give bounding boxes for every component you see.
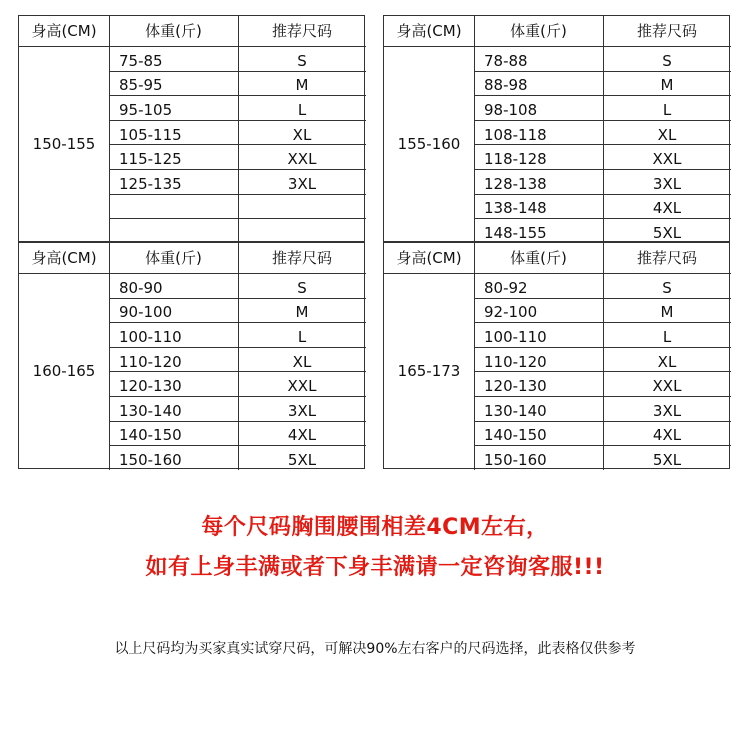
height-range: 160-165	[32, 361, 96, 380]
weight-range: 92-100	[484, 303, 538, 322]
weight-range: 75-85	[119, 51, 163, 70]
recommended-size: M	[660, 76, 674, 95]
weight-range: 90-100	[119, 303, 173, 322]
weight-range: 130-140	[484, 401, 547, 420]
column-divider	[474, 16, 475, 243]
column-divider	[109, 243, 110, 470]
recommended-size: XXL	[287, 377, 317, 396]
header-weight: 体重(斤)	[510, 21, 567, 40]
weight-range: 98-108	[484, 100, 538, 119]
recommended-size: M	[295, 76, 309, 95]
header-height: 身高(CM)	[396, 248, 462, 267]
header-size: 推荐尺码	[271, 21, 332, 40]
weight-range: 128-138	[484, 174, 547, 193]
recommended-size: 4XL	[287, 426, 317, 445]
recommended-size: S	[662, 278, 672, 297]
weight-range: 125-135	[119, 174, 182, 193]
recommended-size: XXL	[652, 150, 682, 169]
header-height: 身高(CM)	[31, 21, 97, 40]
header-size: 推荐尺码	[636, 21, 697, 40]
recommended-size: L	[662, 100, 672, 119]
recommended-size: L	[297, 327, 307, 346]
weight-range: 118-128	[484, 150, 547, 169]
weight-range: 110-120	[484, 352, 547, 371]
weight-range: 140-150	[484, 426, 547, 445]
size-table	[383, 15, 730, 242]
recommended-size: 3XL	[287, 174, 317, 193]
recommended-size: S	[297, 51, 307, 70]
weight-range: 138-148	[484, 199, 547, 218]
weight-range: 80-90	[119, 278, 163, 297]
weight-range: 95-105	[119, 100, 173, 119]
weight-range: 78-88	[484, 51, 528, 70]
weight-range: 150-160	[119, 450, 182, 469]
recommended-size: XL	[292, 352, 312, 371]
size-table	[383, 242, 730, 469]
height-range: 150-155	[32, 134, 96, 153]
fit-note-line-2: 如有上身丰满或者下身丰满请一定咨询客服!!!	[145, 555, 605, 580]
header-size: 推荐尺码	[271, 248, 332, 267]
header-height: 身高(CM)	[396, 21, 462, 40]
recommended-size: M	[295, 303, 309, 322]
header-height: 身高(CM)	[31, 248, 97, 267]
recommended-size: 3XL	[652, 401, 682, 420]
recommended-size: XXL	[287, 150, 317, 169]
footer-disclaimer: 以上尺码均为买家真实试穿尺码，可解决90%左右客户的尺码选择，此表格仅供参考	[114, 641, 636, 657]
recommended-size: XXL	[652, 377, 682, 396]
weight-range: 85-95	[119, 76, 163, 95]
recommended-size: 5XL	[287, 450, 317, 469]
recommended-size: 4XL	[652, 199, 682, 218]
column-divider	[474, 243, 475, 470]
recommended-size: L	[662, 327, 672, 346]
height-range: 165-173	[397, 361, 461, 380]
weight-range: 140-150	[119, 426, 182, 445]
recommended-size: S	[662, 51, 672, 70]
weight-range: 120-130	[484, 377, 547, 396]
height-range: 155-160	[397, 134, 461, 153]
recommended-size: XL	[292, 125, 312, 144]
weight-range	[119, 197, 199, 222]
weight-range: 105-115	[119, 125, 182, 144]
header-weight: 体重(斤)	[145, 248, 202, 267]
weight-range: 130-140	[119, 401, 182, 420]
header-weight: 体重(斤)	[145, 21, 202, 40]
weight-range: 115-125	[119, 150, 182, 169]
recommended-size: XL	[657, 352, 677, 371]
header-weight: 体重(斤)	[510, 248, 567, 267]
recommended-size: L	[297, 100, 307, 119]
weight-range: 110-120	[119, 352, 182, 371]
recommended-size: 5XL	[652, 223, 682, 242]
weight-range: 148-155	[484, 223, 547, 242]
recommended-size: M	[660, 303, 674, 322]
size-table	[18, 242, 365, 469]
weight-range: 100-110	[484, 327, 547, 346]
fit-note-line-1: 每个尺码胸围腰围相差4CM左右，	[201, 515, 549, 540]
recommended-size: 3XL	[652, 174, 682, 193]
recommended-size: 3XL	[287, 401, 317, 420]
recommended-size: XL	[657, 125, 677, 144]
column-divider	[109, 16, 110, 243]
size-table	[18, 15, 365, 242]
weight-range: 150-160	[484, 450, 547, 469]
recommended-size: S	[297, 278, 307, 297]
recommended-size	[238, 197, 366, 222]
weight-range: 80-92	[484, 278, 528, 297]
weight-range: 108-118	[484, 125, 547, 144]
recommended-size: 5XL	[652, 450, 682, 469]
header-size: 推荐尺码	[636, 248, 697, 267]
recommended-size: 4XL	[652, 426, 682, 445]
weight-range: 88-98	[484, 76, 528, 95]
weight-range: 100-110	[119, 327, 182, 346]
weight-range: 120-130	[119, 377, 182, 396]
